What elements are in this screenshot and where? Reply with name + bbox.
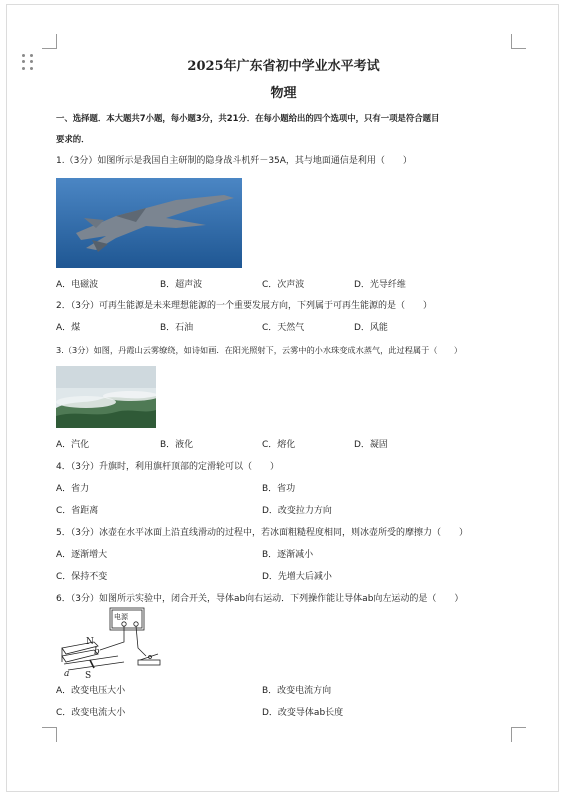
question-4-option-d: D．改变拉力方向 xyxy=(262,506,332,516)
question-2-stem: 2．（3分）可再生能源是未来理想能源的一个重要发展方向，下列属于可再生能源的是（ ） xyxy=(56,301,432,311)
question-5-stem: 5．（3分）冰壶在水平冰面上沿直线滑动的过程中，若冰面粗糙程度相同，则冰壶所受的摩擦力（ ） xyxy=(56,528,468,538)
danxia-mountain-image xyxy=(56,366,156,428)
question-5-option-a: A．逐渐增大 xyxy=(56,550,108,560)
question-1-option-c: C．次声波 xyxy=(262,280,305,290)
electromagnet-experiment-diagram xyxy=(54,604,166,680)
section-heading-cont: 要求的． xyxy=(56,134,90,144)
question-4-stem: 4．（3分）升旗时，利用旗杆顶部的定滑轮可以（ ） xyxy=(56,462,279,472)
question-2-option-d: D．风能 xyxy=(354,323,388,333)
fighter-jet-image xyxy=(56,178,242,268)
section-heading: 一、选择题．本大题共7小题，每小题3分，共21分．在每小题给出的四个选项中，只有一项是符合题目 xyxy=(56,113,440,123)
question-1-option-a: A．电磁波 xyxy=(56,280,99,290)
question-1-option-b: B．超声波 xyxy=(160,280,203,290)
question-2-option-a: A．煤 xyxy=(56,323,81,333)
power-supply-label: 电源 xyxy=(114,613,128,621)
question-6-option-a: A．改变电压大小 xyxy=(56,686,126,696)
question-3-option-b: B．液化 xyxy=(160,440,194,450)
question-3-option-a: A．汽化 xyxy=(56,440,90,450)
crop-mark-bottom-right xyxy=(511,727,526,742)
magnet-north-label: N xyxy=(86,637,94,647)
document-title: 2025年广东省初中学业水平考试 xyxy=(187,59,380,74)
question-2-option-b: B．石油 xyxy=(160,323,194,333)
question-6-stem: 6．（3分）如图所示实验中，闭合开关，导体ab向右运动．下列操作能让导体ab向左运动的是（ ） xyxy=(56,594,464,604)
magnet-south-label: S xyxy=(85,671,92,680)
question-1-option-d: D．光导纤维 xyxy=(354,280,406,290)
question-6-option-b: B．改变电流方向 xyxy=(262,686,332,696)
question-1-stem: 1.（3分）如图所示是我国自主研制的隐身战斗机歼－35A，其与地面通信是利用（ ） xyxy=(56,156,412,166)
crop-mark-top-left xyxy=(42,34,57,49)
crop-mark-top-right xyxy=(511,34,526,49)
question-2-option-c: C．天然气 xyxy=(262,323,305,333)
question-3-option-d: D．凝固 xyxy=(354,440,388,450)
question-5-option-d: D．先增大后减小 xyxy=(262,572,332,582)
question-3-option-c: C．熔化 xyxy=(262,440,296,450)
question-4-option-b: B．省功 xyxy=(262,484,296,494)
question-3-stem: 3.（3分）如图，丹霞山云雾缭绕，如诗如画．在阳光照射下，云雾中的小水珠变成水蒸气，此过程属于（ ） xyxy=(56,345,463,355)
question-6-option-c: C．改变电流大小 xyxy=(56,708,126,718)
crop-mark-bottom-left xyxy=(42,727,57,742)
question-5-option-b: B．逐渐减小 xyxy=(262,550,314,560)
subject-title: 物理 xyxy=(270,86,297,101)
point-b-label: b xyxy=(94,647,100,657)
question-6-option-d: D．改变导体ab长度 xyxy=(262,708,344,718)
point-a-label: a xyxy=(64,669,70,679)
question-4-option-a: A．省力 xyxy=(56,484,90,494)
question-5-option-c: C．保持不变 xyxy=(56,572,108,582)
question-4-option-c: C．省距离 xyxy=(56,506,99,516)
